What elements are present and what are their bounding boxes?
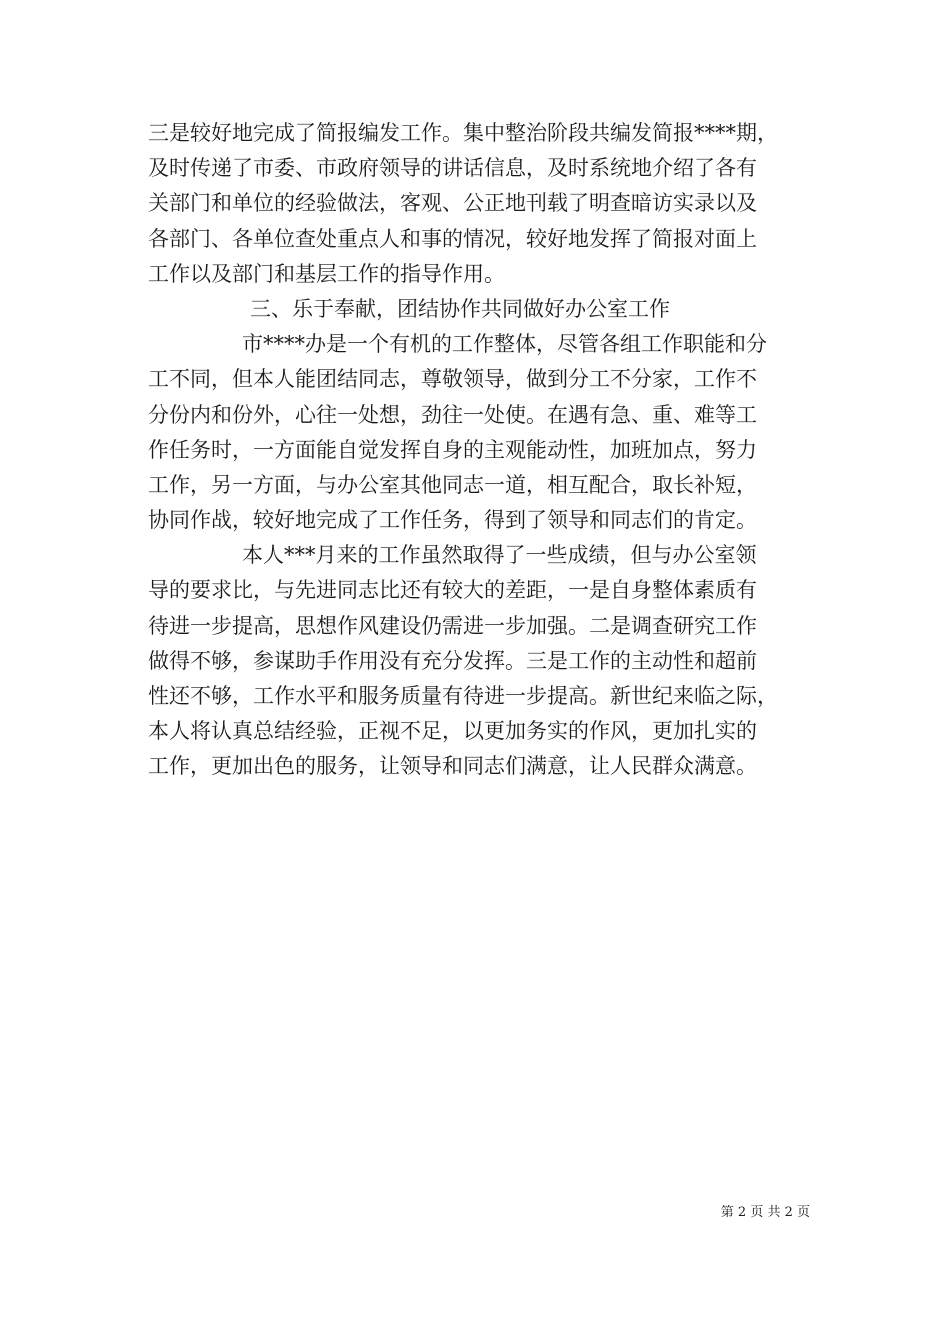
text-line: 关部门和单位的经验做法，客观、公正地刊载了明查暗访实录以及: [148, 191, 757, 216]
document-body: [148, 116, 808, 785]
section-heading: 三、乐于奉献，团结协作共同做好办公室工作: [250, 296, 670, 321]
text-line: 各部门、各单位查处重点人和事的情况，较好地发挥了简报对面上: [148, 226, 757, 251]
paragraph-briefing-work: [148, 116, 808, 292]
text-line: 工不同，但本人能团结同志，尊敬领导，做到分工不分家，工作不: [148, 367, 757, 392]
text-line: 待进一步提高，思想作风建设仍需进一步加强。二是调查研究工作: [148, 613, 757, 638]
paragraph-teamwork: [148, 327, 808, 538]
text-line: 工作，更加出色的服务，让领导和同志们满意，让人民群众满意。: [148, 754, 757, 779]
text-line: 本人将认真总结经验，正视不足，以更加务实的作风，更加扎实的: [148, 719, 757, 744]
paragraph-shortcomings: [148, 538, 808, 784]
page-number: 第 2 页 共 2 页: [720, 1205, 810, 1220]
text-line: 导的要求比，与先进同志比还有较大的差距，一是自身整体素质有: [148, 578, 757, 603]
text-line: 协同作战，较好地完成了工作任务，得到了领导和同志们的肯定。: [148, 508, 757, 533]
text-line: 作任务时，一方面能自觉发挥自身的主观能动性，加班加点，努力: [148, 437, 757, 462]
text-line: 性还不够，工作水平和服务质量有待进一步提高。新世纪来临之际，: [148, 684, 778, 708]
text-line: 工作，另一方面，与办公室其他同志一道，相互配合，取长补短，: [148, 472, 757, 497]
text-line: 做得不够，参谋助手作用没有充分发挥。三是工作的主动性和超前: [148, 648, 757, 673]
text-line: 及时传递了市委、市政府领导的讲话信息，及时系统地介绍了各有: [148, 156, 757, 181]
text-line: 市****办是一个有机的工作整体，尽管各组工作职能和分: [242, 332, 767, 357]
text-line: 分份内和份外，心往一处想，劲往一处使。在遇有急、重、难等工: [148, 402, 757, 427]
text-line: 三是较好地完成了简报编发工作。集中整治阶段共编发简报****期，: [148, 121, 778, 145]
text-line: 本人***月来的工作虽然取得了一些成绩，但与办公室领: [242, 543, 757, 568]
text-line: 工作以及部门和基层工作的指导作用。: [148, 261, 505, 286]
